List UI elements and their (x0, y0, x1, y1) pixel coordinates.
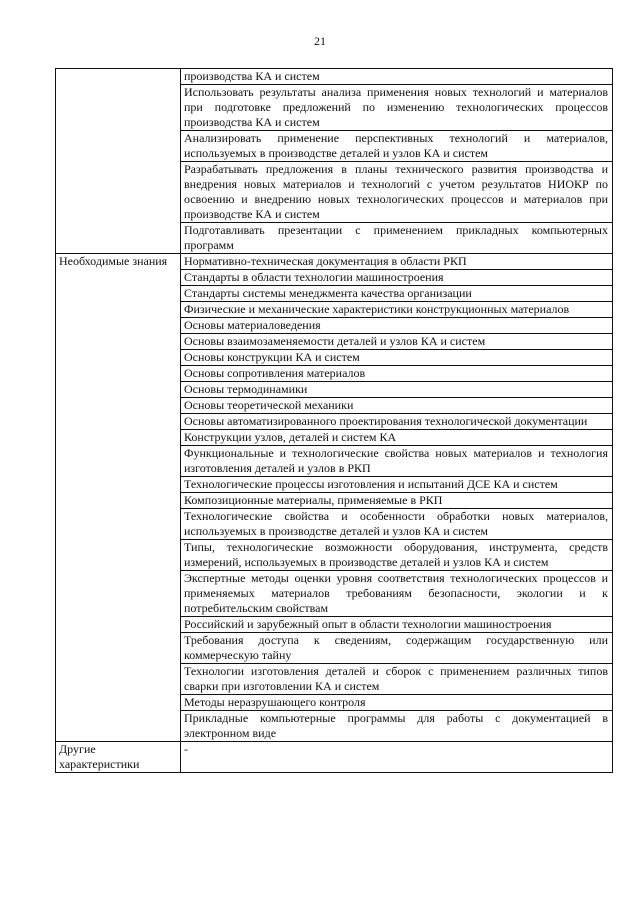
requirement-item: Основы взаимозаменяемости деталей и узлов КА и систем (181, 334, 613, 350)
table-row (56, 254, 613, 270)
requirement-item: Прикладные компьютерные программы для работы с документацией в электронном виде (181, 711, 613, 742)
requirement-item: Типы, технологические возможности оборудования, инструмента, средств измерений, используемых в производстве деталей и узлов КА и систем (181, 540, 613, 571)
requirement-item: Подготавливать презентации с применением прикладных компьютерных программ (181, 223, 613, 254)
requirement-item: Функциональные и технологические свойства новых материалов и технология изготовления деталей и узлов в РКП (181, 446, 613, 477)
requirement-item: Методы неразрушающего контроля (181, 695, 613, 711)
requirement-item: Основы автоматизированного проектирования технологической документации (181, 414, 613, 430)
requirement-item: Основы сопротивления материалов (181, 366, 613, 382)
requirement-item: Российский и зарубежный опыт в области технологии машиностроения (181, 617, 613, 633)
requirement-item: Конструкции узлов, деталей и систем КА (181, 430, 613, 446)
section-label (56, 69, 181, 254)
page-number: 21 (314, 34, 326, 48)
requirement-item: Экспертные методы оценки уровня соответствия технологических процессов и применяемых материалов требованиям безопасности, экологии и к потребительским свойствам (181, 571, 613, 617)
table-row (56, 742, 613, 773)
requirement-item: производства КА и систем (181, 69, 613, 85)
requirements-table (55, 68, 613, 773)
requirement-item: Требования доступа к сведениям, содержащим государственную или коммерческую тайну (181, 633, 613, 664)
requirement-item: Разрабатывать предложения в планы технического развития производства и внедрения новых материалов и технологий с учетом результатов НИОКР по освоению и внедрению новых технологических процессов и материалов при производстве КА и систем (181, 162, 613, 223)
requirement-item: Нормативно-техническая документация в области РКП (181, 254, 613, 270)
requirement-item: Основы теоретической механики (181, 398, 613, 414)
requirements-table-body (56, 69, 613, 773)
requirement-item: Стандарты в области технологии машиностроения (181, 270, 613, 286)
requirement-item: Анализировать применение перспективных технологий и материалов, используемых в производстве деталей и узлов КА и систем (181, 131, 613, 162)
requirement-item: Композиционные материалы, применяемые в РКП (181, 493, 613, 509)
requirement-item: Технологии изготовления деталей и сборок с применением различных типов сварки при изготовлении КА и систем (181, 664, 613, 695)
requirement-item: Технологические свойства и особенности обработки новых материалов, используемых в производстве деталей и узлов КА и систем (181, 509, 613, 540)
requirement-item: - (181, 742, 613, 773)
requirement-item: Стандарты системы менеджмента качества организации (181, 286, 613, 302)
requirement-item: Технологические процессы изготовления и испытаний ДСЕ КА и систем (181, 477, 613, 493)
requirement-item: Основы термодинамики (181, 382, 613, 398)
requirement-item: Физические и механические характеристики конструкционных материалов (181, 302, 613, 318)
section-label: Другие характеристики (56, 742, 181, 773)
requirement-item: Основы конструкции КА и систем (181, 350, 613, 366)
requirement-item: Основы материаловедения (181, 318, 613, 334)
table-row (56, 69, 613, 85)
section-label: Необходимые знания (56, 254, 181, 742)
requirement-item: Использовать результаты анализа применения новых технологий и материалов при подготовке предложений по изменению технологических процессов производства КА и систем (181, 85, 613, 131)
